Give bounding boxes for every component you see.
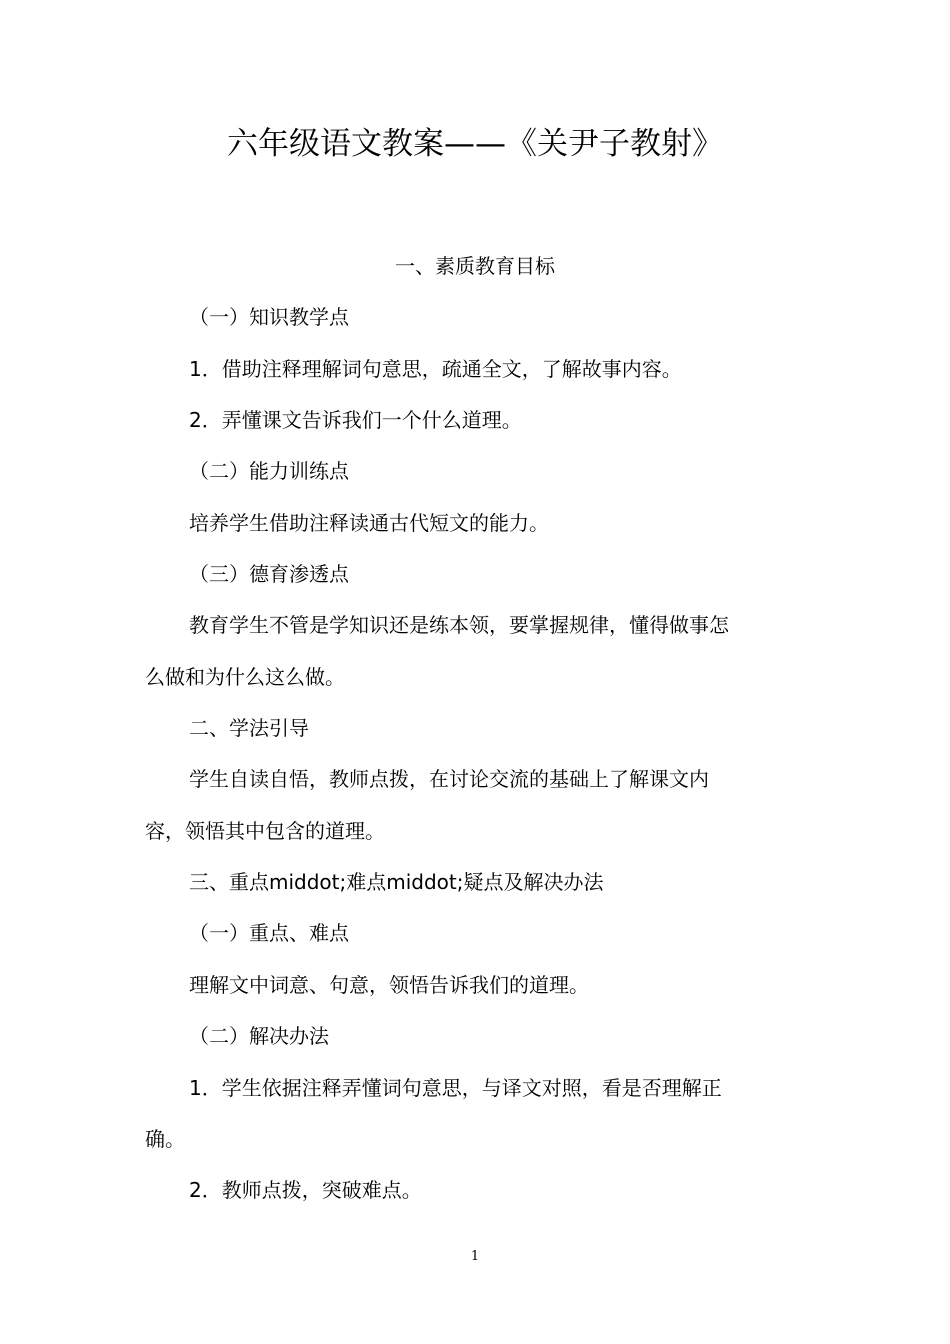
paragraph-key-difficult: 理解文中词意、句意，领悟告诉我们的道理。 [189,973,589,997]
paragraph-moral-line-1: 教育学生不管是学知识还是练本领，要掌握规律，懂得做事怎 [189,613,729,637]
list-item-solution-2: 2．教师点拨，突破难点。 [189,1178,422,1202]
paragraph-moral-line-2: 么做和为什么这么做。 [145,665,345,689]
section-heading-key-points: 三、重点middot;难点middot;疑点及解决办法 [189,870,604,894]
page-number: 1 [470,1249,480,1264]
section-heading-quality-goals: 一、素质教育目标 [395,254,555,278]
list-item-solution-1-line-2: 确。 [145,1127,185,1151]
paragraph-study-line-2: 容，领悟其中包含的道理。 [145,819,385,843]
paragraph-ability: 培养学生借助注释读通古代短文的能力。 [189,511,549,535]
subheading-knowledge-points: （一）知识教学点 [189,305,349,329]
subheading-key-difficult: （一）重点、难点 [189,921,349,945]
list-item-knowledge-2: 2．弄懂课文告诉我们一个什么道理。 [189,408,522,432]
subheading-solutions: （二）解决办法 [189,1024,329,1048]
document-title: 六年级语文教案——《关尹子教射》 [227,126,723,162]
paragraph-study-line-1: 学生自读自悟，教师点拨，在讨论交流的基础上了解课文内 [189,767,709,791]
subheading-ability-points: （二）能力训练点 [189,459,349,483]
section-heading-study-guide: 二、学法引导 [189,716,309,740]
list-item-knowledge-1: 1．借助注释理解词句意思，疏通全文，了解故事内容。 [189,357,682,381]
list-item-solution-1-line-1: 1．学生依据注释弄懂词句意思，与译文对照，看是否理解正 [189,1076,722,1100]
subheading-moral-points: （三）德育渗透点 [189,562,349,586]
